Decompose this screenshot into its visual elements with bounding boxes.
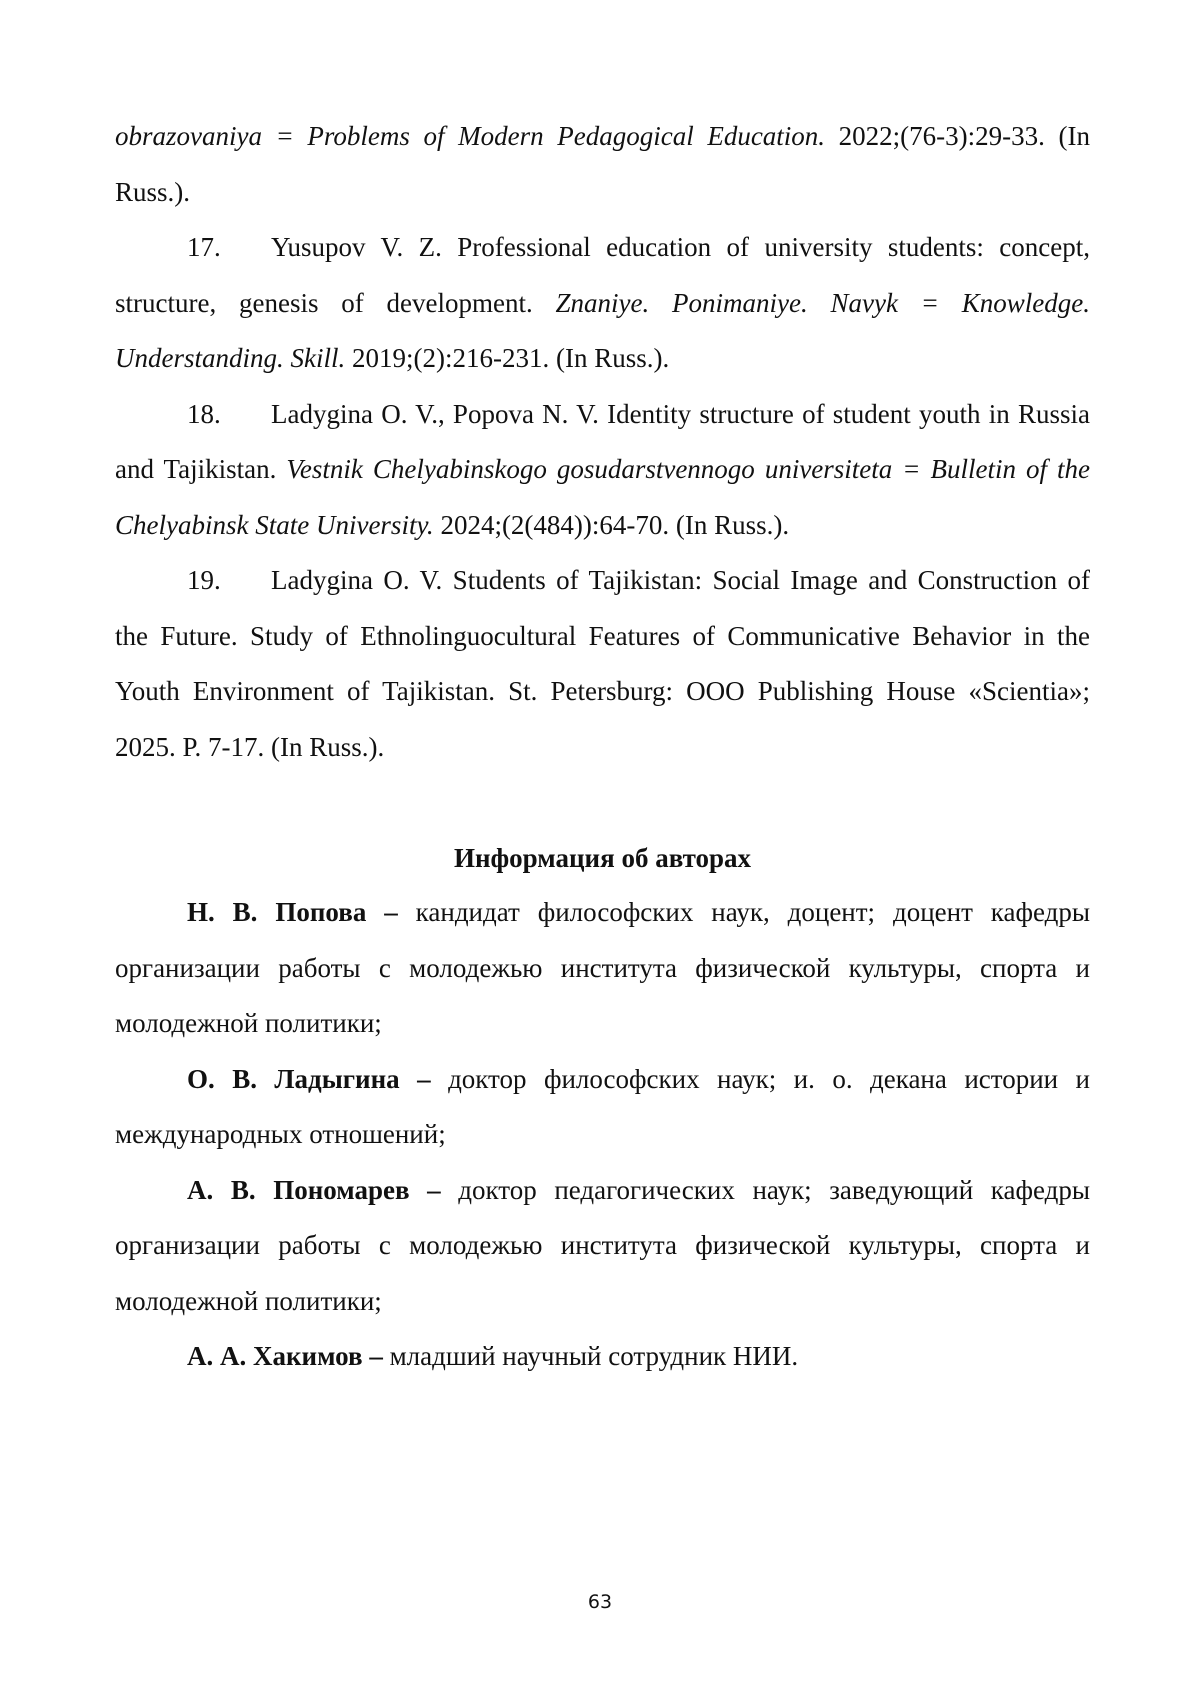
author-dash: – <box>369 1341 383 1371</box>
author-name: А. А. Хакимов <box>187 1341 363 1371</box>
author-name: О. В. Ладыгина <box>187 1063 400 1094</box>
reference-details: 2024;(2(484)):64-70. (In Russ.). <box>433 509 790 540</box>
authors-heading: Информация об авторах <box>453 843 752 873</box>
author-name: Н. В. Попова <box>187 897 367 927</box>
reference-item-18 <box>115 387 1090 554</box>
page-number: 63 <box>587 1591 613 1613</box>
reference-title: obrazovaniya = Problems of Modern Pedagogical Education. <box>115 121 826 151</box>
reference-title: Znaniye. Ponimaniye. Navyk = Knowledge. Understanding. Skill. <box>115 287 1090 373</box>
reference-item-17 <box>115 220 1090 387</box>
author-item <box>115 885 1090 1052</box>
author-item <box>115 1163 1090 1330</box>
author-item <box>115 1052 1090 1163</box>
reference-number: 17. <box>187 232 221 262</box>
author-item <box>115 1329 1090 1385</box>
author-dash: – <box>384 897 398 927</box>
author-description: доктор философских наук; и. о. декана истории и международных отношений; <box>115 1063 1090 1149</box>
author-description: младший научный сотрудник НИИ. <box>389 1341 799 1371</box>
authors-list <box>115 885 1090 1385</box>
reference-details: 2022;(76-3):29-33. (In Russ.). <box>115 121 1090 207</box>
reference-item-19 <box>115 553 1090 775</box>
author-name: А. В. Пономарев <box>187 1174 410 1205</box>
reference-number: 19. <box>187 565 221 595</box>
reference-text: Ladygina O. V. Students of Tajikistan: Social Image and Construction of the Future. Study of Ethnolinguocultural Features of Communicative Behavior in the Youth Environment of Tajikistan. St. Petersburg: OOO Publishing House «Scientia»; 2025. P. 7-17. (In Russ.). <box>115 565 1090 762</box>
author-dash: – <box>427 1174 441 1205</box>
page-content <box>115 109 1090 1385</box>
author-description: доктор педагогических наук; заведующий кафедры организации работы с молодежью института физической культуры, спорта и молодежной политики; <box>115 1174 1091 1316</box>
reference-details: 2019;(2):216-231. (In Russ.). <box>345 343 670 373</box>
author-dash: – <box>417 1063 431 1094</box>
reference-number: 18. <box>187 398 221 429</box>
author-description: кандидат философских наук, доцент; доцент кафедры организации работы с молодежью института физической культуры, спорта и молодежной политики; <box>115 897 1091 1038</box>
reference-title: Vestnik Chelyabinskogo gosudarstvennogo universiteta = Bulletin of the Chelyabinsk State University. <box>115 454 1090 540</box>
references-list <box>115 109 1090 775</box>
reference-authors: Yusupov V. Z. Professional education of university students: concept, structure, genesis of development. <box>115 232 1090 318</box>
reference-continued <box>115 109 1090 220</box>
reference-authors: Ladygina O. V., Popova N. V. Identity structure of student youth in Russia and Tajikistan. <box>115 398 1090 484</box>
